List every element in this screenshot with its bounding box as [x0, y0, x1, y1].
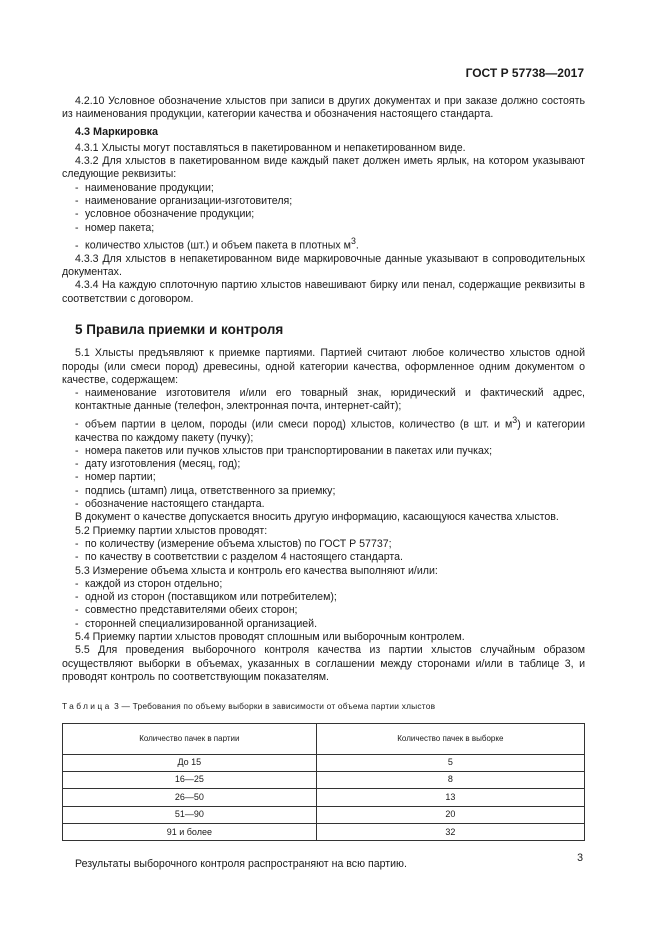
- table-cell: 8: [316, 771, 584, 788]
- superscript-3: 3: [512, 414, 518, 425]
- paragraph-5-3: 5.3 Измерение объема хлыста и контроль его качества выполняют и/или:: [75, 564, 438, 577]
- paragraph-5-1-extra: В документ о качестве допускается вносить другую информацию, касающуюся качества хлыстов.: [75, 511, 559, 524]
- paragraph-5-4: 5.4 Приемку партии хлыстов проводят сплошным или выборочным контролем.: [75, 631, 465, 644]
- table-header-row: [63, 723, 585, 754]
- list-item: - количество хлыстов (шт.) и объем пакета в плотных $м^3$.: [75, 235, 359, 252]
- table-header-cell: Количество пачек в партии: [63, 723, 317, 754]
- paragraph-4-3-3: 4.3.3 Для хлыстов в непакетированном виде маркировочные данные указывают в сопроводительных документах.: [62, 252, 585, 279]
- table-cell: 20: [316, 806, 584, 823]
- paragraph-4-3-2: 4.3.2 Для хлыстов в пакетированном виде каждый пакет должен иметь ярлык, на котором указывают следующие реквизиты:: [62, 155, 585, 181]
- table-row: [63, 754, 585, 771]
- section-5-title: 5 Правила приемки и контроля: [75, 321, 284, 337]
- list-5-3: [62, 578, 585, 631]
- page-body: [62, 95, 585, 872]
- table-cell: 5: [316, 754, 584, 771]
- list-item: - объем партии в целом, породы (или смеси пород) хлыстов, количество (в шт. и $м^3$) и категории качества по каждому пакету (пучку);: [75, 414, 585, 444]
- paragraph-5-1: 5.1 Хлысты предъявляют к приемке партиями. Партией считают любое количество хлыстов одной породы (или смеси пород) древесины, одной категории качества, оформленное одним документом о качестве, содержащем:: [62, 347, 585, 386]
- table-cell: 91 и более: [63, 824, 317, 841]
- table-header-cell: Количество пачек в выборке: [316, 723, 584, 754]
- paragraph-4-3-1: 4.3.1 Хлысты могут поставляться в пакетированном и непакетированном виде.: [75, 141, 466, 154]
- list-item: - условное обозначение продукции;: [75, 208, 255, 221]
- list-item: - обозначение настоящего стандарта.: [75, 498, 265, 511]
- list-item: - наименование изготовителя и/или его товарный знак, юридический и фактический адрес, контактные данные (телефон, электронная почта, интернет-сайт);: [75, 387, 585, 413]
- table-row: [63, 824, 585, 841]
- list-item: - номера пакетов или пучков хлыстов при транспортировании в пакетах или пучках;: [75, 444, 493, 457]
- paragraph-4-2-10: 4.2.10 Условное обозначение хлыстов при записи в других документах и при заказе должно состоять из наименования продукции, категории качества и обозначения настоящего стандарта.: [62, 95, 585, 121]
- table-cell: До 15: [63, 754, 317, 771]
- table-cell: 32: [316, 824, 584, 841]
- superscript-3: 3: [350, 235, 356, 246]
- table-row: [63, 789, 585, 806]
- list-item: - одной из сторон (поставщиком или потребителем);: [75, 591, 337, 604]
- list-item: - номер партии;: [75, 471, 156, 484]
- list-4-3-2: [62, 182, 585, 253]
- table-caption: Таблица 3 — Требования по объему выборки в зависимости от объема партии хлыстов: [62, 701, 436, 712]
- list-item: - подпись (штамп) лица, ответственного за приемку;: [75, 484, 336, 497]
- list-item: - дату изготовления (месяц, год);: [75, 458, 241, 471]
- list-item: - по количеству (измерение объема хлыстов) по ГОСТ Р 57737;: [75, 537, 392, 550]
- list-item: - наименование организации-изготовителя;: [75, 195, 293, 208]
- table-row: [63, 771, 585, 788]
- paragraph-5-2: 5.2 Приемку партии хлыстов проводят:: [75, 524, 268, 537]
- paragraph-4-3-4: 4.3.4 На каждую сплоточную партию хлыстов навешивают бирку или пенал, содержащие реквизиты в соответствии с договором.: [62, 279, 585, 305]
- list-item: - сторонней специализированной организацией.: [75, 617, 318, 630]
- list-item: - совместно представителями обеих сторон;: [75, 604, 298, 617]
- table-cell: 16—25: [63, 771, 317, 788]
- table-cell: 51—90: [63, 806, 317, 823]
- list-item: - номер пакета;: [75, 221, 155, 234]
- table-cell: 26—50: [63, 789, 317, 806]
- results-note: Результаты выборочного контроля распространяют на всю партию.: [75, 858, 407, 871]
- paragraph-5-5: 5.5 Для проведения выборочного контроля качества из партии хлыстов случайным образом осуществляют выборки в объемах, указанных в соглашении между сторонами и/или в таблице 3, и проводят контроль по соответствующим показателям.: [62, 644, 585, 683]
- standard-designation: ГОСТ Р 57738—2017: [465, 66, 584, 80]
- list-item: - наименование продукции;: [75, 181, 214, 194]
- list-item: - каждой из сторон отдельно;: [75, 577, 223, 590]
- list-5-1: [62, 387, 585, 511]
- sample-size-table: [62, 723, 585, 842]
- table-row: [63, 806, 585, 823]
- heading-4-3: 4.3 Маркировка: [75, 125, 159, 138]
- table-cell: 13: [316, 789, 584, 806]
- page-number: 3: [577, 852, 583, 864]
- list-item: - по качеству в соответствии с разделом 4 настоящего стандарта.: [75, 551, 403, 564]
- list-5-2: [62, 538, 585, 565]
